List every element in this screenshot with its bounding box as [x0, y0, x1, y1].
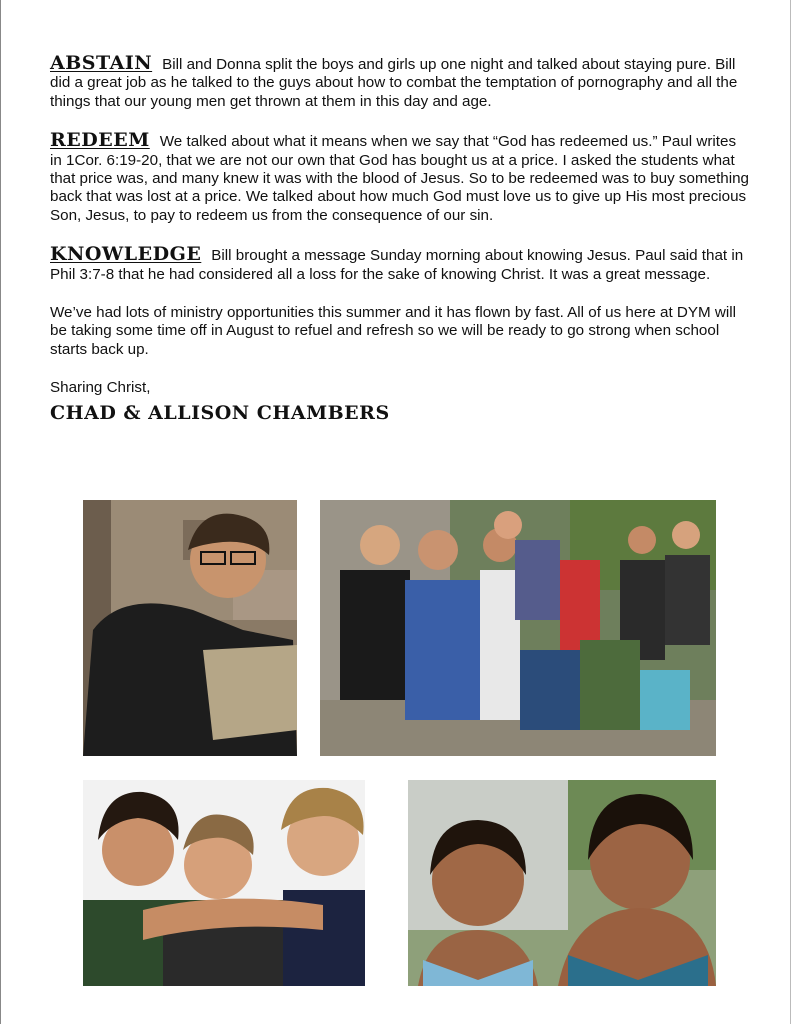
paragraph-knowledge [50, 245, 750, 284]
keyword-redeem: REDEEM [50, 129, 150, 152]
keyword-knowledge: KNOWLEDGE [50, 243, 202, 266]
paragraph-abstain [50, 54, 750, 111]
signature: CHAD & ALLISON CHAMBERS [50, 401, 390, 424]
paragraph-abstain-text: Bill and Donna split the boys and girls up one night and talked about staying pure. Bill did a great job as he talked to the guys about how to combat the temptation of pornography and all the things that our young men get thrown at them in this day and age. [50, 56, 738, 110]
photo-group [320, 500, 716, 756]
keyword-abstain: ABSTAIN [50, 52, 153, 74]
paragraph-knowledge-text: Bill brought a message Sunday morning about knowing Jesus. Paul said that in Phil 3:7-8 that he had considered all a loss for the sake of knowing Christ. It was a great message. [50, 247, 744, 283]
photo-three-boys [83, 780, 365, 986]
photo-boy-on-wall [83, 500, 297, 756]
photo-two-girls [408, 780, 716, 986]
paragraph-redeem [50, 131, 750, 225]
closing-line: Sharing Christ, [50, 379, 151, 397]
newsletter-body [50, 54, 750, 424]
paragraph-redeem-text: We talked about what it means when we say that “God has redeemed us.” Paul writes in 1Cor. 6:19-20, that we are not our own that God has bought us at a price. I asked the students what that price was, and many knew it was with the blood of Jesus. So to be redeemed was to buy something back that was lost at a price. We talked about how much God must love us to give up His most precious Son, Jesus, to pay to redeem us from the consequence of our sin. [50, 133, 750, 224]
page-left-edge [0, 0, 1, 1024]
summary-paragraph: We’ve had lots of ministry opportunities this summer and it has flown by fast. All of us here at DYM will be taking some time off in August to refuel and refresh so we will be ready to go strong when school starts back up. [50, 304, 736, 358]
